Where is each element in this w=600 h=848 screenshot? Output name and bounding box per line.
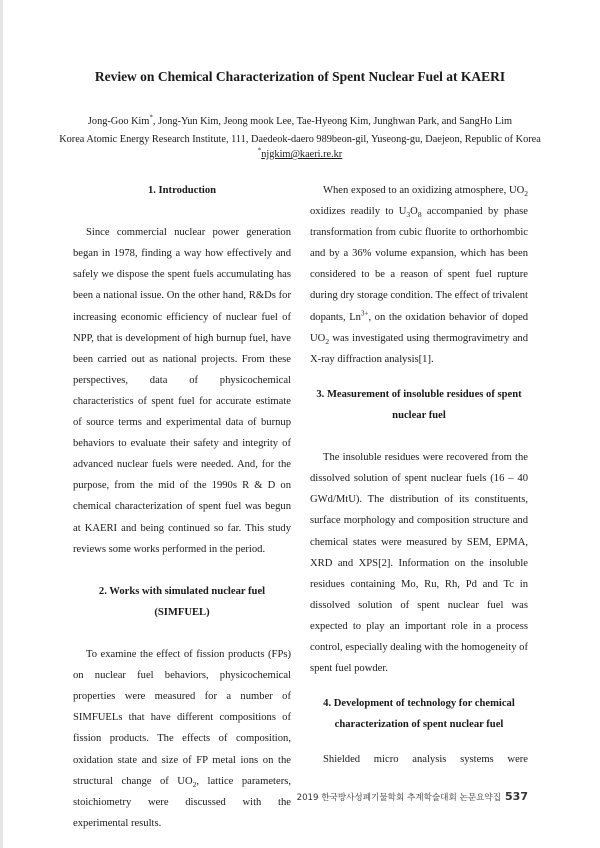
right-column <box>310 180 528 770</box>
subscript: 2 <box>325 336 330 346</box>
proceedings-name: 2019 한국방사성폐기물학회 추계학술대회 논문요약집 <box>296 793 502 803</box>
section-heading-introduction: 1. Introduction <box>147 185 217 196</box>
text-run: , lattice parameters, stoichiometry were discussed with the experimental results. <box>73 775 291 829</box>
section-heading-simfuel <box>73 581 291 623</box>
heading-line-1: 4. Development of technology for chemical <box>323 698 515 710</box>
text-run: accompanied by phase transformation from cubic fluorite to orthorhombic and by a 36% volume expansion, which has been considered to be a reason of spent fuel rupture during dry storage condition. The effect of trivalent dopants, Ln <box>310 206 528 323</box>
corresponding-mark: * <box>149 113 153 122</box>
insoluble-residues-paragraph: The insoluble residues were recovered from the dissolved solution of spent nuclear fuels (16 – 40 GWd/MtU). The distribution of its constituents, surface morphology and composition structure and chemical states were measured by SEM, EPMA, XRD and XPS[2]. Information on the insoluble residues containing Mo, Ru, Rh, Pd and Tc in dissolved solution of spent nuclear fuel was expected to play an important role in a process control, especially dealing with the homogeneity of spent fuel powder. <box>310 452 528 675</box>
text-run: When exposed to an oxidizing atmosphere, UO <box>323 185 525 196</box>
simfuel-paragraph-2 <box>310 180 528 370</box>
text-run: was investigated using thermogravimetry and X-ray diffraction analysis[1]. <box>310 332 528 365</box>
heading-line-2: nuclear fuel <box>392 409 446 421</box>
left-column <box>73 180 291 834</box>
superscript: 3+ <box>360 309 369 318</box>
affiliation: Korea Atomic Energy Research Institute, 111, Daedeok-daero 989beon-gil, Yuseong-gu, Daejeon, Republic of Korea <box>59 134 541 145</box>
heading-line-2: (SIMFUEL) <box>154 606 210 618</box>
chemical-characterization-paragraph: Shielded micro analysis systems were <box>323 754 528 766</box>
first-author: Jong-Goo Kim <box>87 116 150 127</box>
text-run: To examine the effect of fission products (FPs) on nuclear fuel behaviors, physicochemical properties were measured for a number of SIMFUELs that have different compositions of fission products. The effects of composition, oxidation state and size of FP metal ions on the structural change of UO <box>73 649 291 787</box>
heading-line-1: 2. Works with simulated nuclear fuel <box>98 585 266 597</box>
paper-title: Review on Chemical Characterization of Spent Nuclear Fuel at KAERI <box>94 69 506 84</box>
email-line <box>0 146 600 160</box>
simfuel-paragraph-1 <box>73 644 291 834</box>
page-number: 537 <box>505 790 528 803</box>
heading-line-1: 3. Measurement of insoluble residues of spent <box>316 388 522 400</box>
subscript: 3 <box>406 210 411 220</box>
co-authors: , Jong-Yun Kim, Jeong mook Lee, Tae-Hyeong Kim, Junghwan Park, and SangHo Lim <box>152 116 513 127</box>
email-link[interactable]: njgkim@kaeri.re.kr <box>261 149 343 160</box>
scan-edge <box>0 0 3 848</box>
author-list <box>0 113 600 127</box>
text-run: oxidizes readily to U <box>310 206 407 218</box>
text-run: O <box>410 206 418 218</box>
subscript: 2 <box>192 779 197 789</box>
introduction-paragraph: Since commercial nuclear power generation began in 1978, finding a way how effectively and safely we dispose the spent fuels accumulating has been a national issue. On the other hand, R&Ds for increasing economic efficiency of nuclear fuel of NPP, that is development of high burnup fuel, have been carried out as national projects. From these perspectives, data of physicochemical characteristics of spent fuel for accurate estimate of source terms and experimental data of burnup behaviors to evaluate their safety and integrity of advanced nuclear fuels were needed. And, for the purpose, from the mid of the 1990s R & D on chemical characterization of spent fuel was begun at KAERI and being continued so far. This study reviews some works performed in the period. <box>73 227 291 555</box>
section-heading-insoluble-residues <box>310 384 528 426</box>
subscript: 8 <box>417 210 422 220</box>
page-footer <box>297 790 528 803</box>
text-run: , on the oxidation behavior of doped UO <box>310 311 528 344</box>
heading-line-2: characterization of spent nuclear fuel <box>334 719 504 731</box>
subscript: 2 <box>524 189 528 199</box>
section-heading-chemical-characterization <box>310 693 528 735</box>
email-mark: * <box>257 146 262 155</box>
